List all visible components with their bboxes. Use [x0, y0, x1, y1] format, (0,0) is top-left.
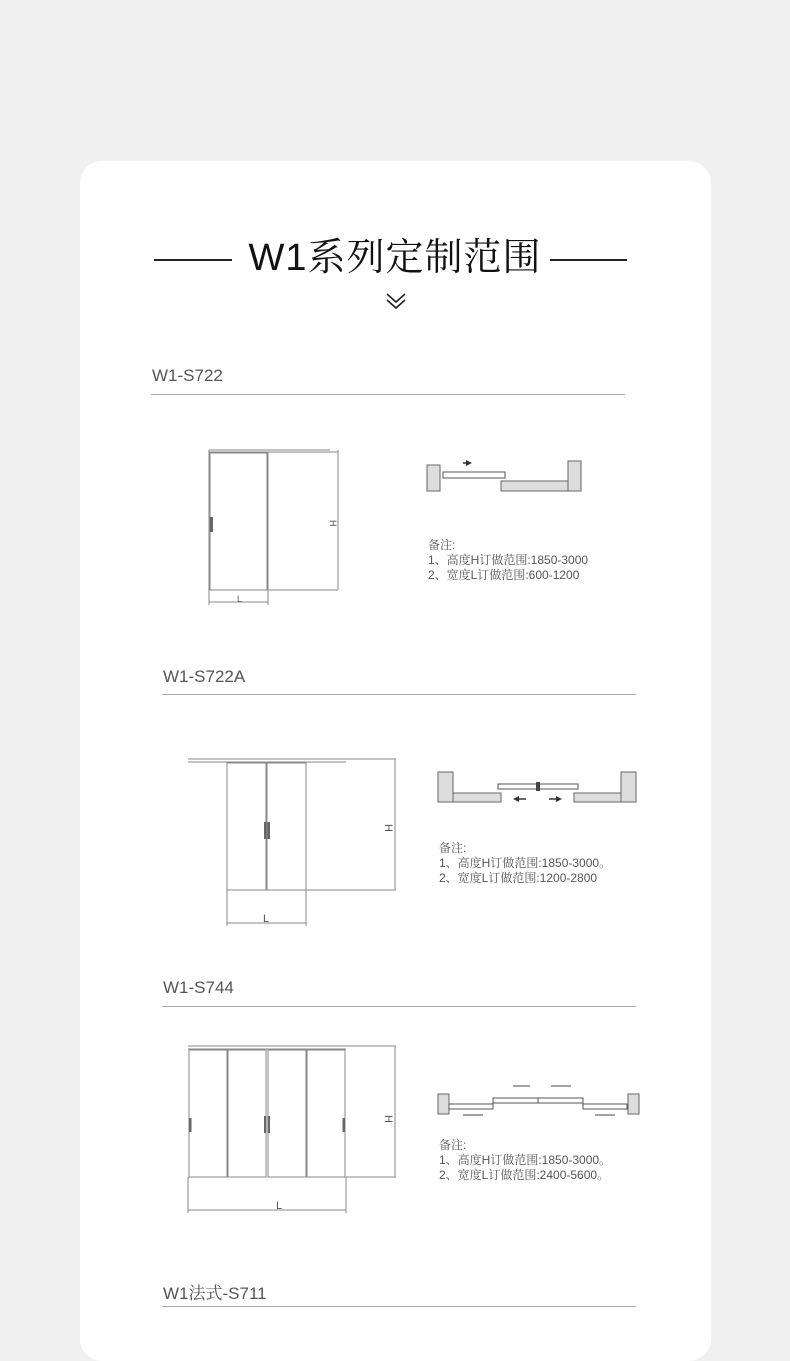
door-elevation-diagram-s722 [200, 445, 345, 610]
double-chevron-down-icon [385, 291, 407, 311]
note-line-width: 2、宽度L订做范围:2400-5600。 [439, 1168, 610, 1182]
page-title: W1系列定制范围 [248, 237, 542, 279]
door-elevation-diagram-s722a [185, 755, 400, 930]
note-title: 备注: [439, 1138, 467, 1152]
note-line-height: 1、高度H订做范围:1850-3000。 [439, 856, 612, 870]
width-label: L [237, 594, 243, 604]
section-note [439, 841, 611, 886]
door-plan-diagram-s722 [425, 455, 585, 495]
note-line-width: 2、宽度L订做范围:1200-2800 [439, 871, 598, 885]
section-divider [162, 1306, 636, 1307]
section-title-s722a: W1-S722A [163, 667, 246, 686]
section-divider [162, 694, 636, 695]
note-line-height: 1、高度H订做范围:1850-3000。 [439, 1153, 612, 1167]
height-label: H [382, 824, 394, 832]
section-title-s711: W1法式-S711 [163, 1284, 267, 1303]
section-note [428, 538, 588, 583]
door-plan-diagram-s744 [435, 1078, 640, 1118]
door-elevation-diagram-s744 [185, 1042, 400, 1217]
section-note [439, 1138, 611, 1183]
height-label: H [328, 520, 338, 527]
note-title: 备注: [439, 841, 467, 855]
note-title: 备注: [428, 538, 456, 552]
door-plan-diagram-s722a [435, 768, 640, 808]
section-divider [162, 1006, 636, 1007]
width-label: L [276, 1200, 283, 1212]
section-divider [151, 394, 625, 395]
width-label: L [263, 913, 270, 925]
height-label: H [382, 1115, 394, 1123]
section-title-s722: W1-S722 [152, 366, 223, 385]
note-line-height: 1、高度H订做范围:1850-3000 [428, 553, 589, 567]
section-title-s744: W1-S744 [163, 978, 234, 997]
note-line-width: 2、宽度L订做范围:600-1200 [428, 568, 580, 582]
